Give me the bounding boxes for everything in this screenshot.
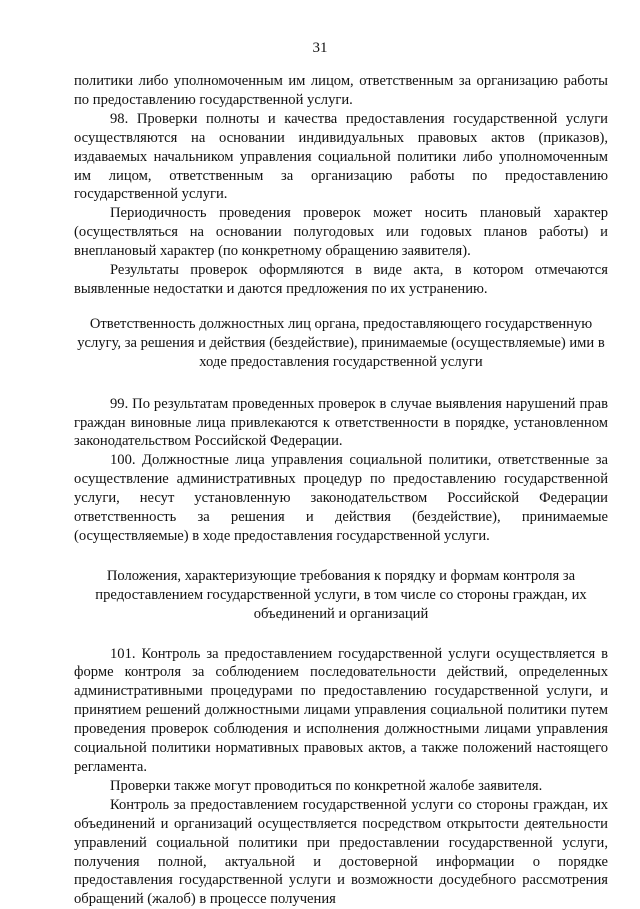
page-content	[74, 72, 608, 909]
paragraph-101: 101. Контроль за предоставлением государственной услуги осуществляется в форме контроля за соблюдением последовательности действий, определенных административными процедурами по предоставлению государственной услуги, и принятием решений должностными лицами управления социальной политики путем проведения проверок соблюдения и исполнения должностными лицами управления социальной политики нормативных правовых актов, а также положений настоящего регламента.	[74, 645, 608, 775]
paragraph-complaint-inspections: Проверки также могут проводиться по конкретной жалобе заявителя.	[110, 777, 543, 794]
paragraph-99: 99. По результатам проведенных проверок в случае выявления нарушений прав граждан виновные лица привлекаются к ответственности в порядке, установленном законодательством Российской Федерации.	[74, 395, 608, 450]
paragraph-inspection-frequency: Периодичность проведения проверок может носить плановый характер (осуществляться на основании полугодовых или годовых планов работы) и внеплановый характер (по конкретному обращению заявителя).	[74, 205, 608, 260]
paragraph-inspection-results: Результаты проверок оформляются в виде акта, в котором отмечаются выявленные недостатки и даются предложения по их устранению.	[74, 262, 608, 297]
paragraph-public-control: Контроль за предоставлением государственной услуги со стороны граждан, их объединений и организаций осуществляется посредством открытости деятельности управлений социальной политики при предоставлении государственной услуги, получения полной, актуальной и достоверной информации о порядке предоставления государственной услуги и возможности досудебного рассмотрения обращений (жалоб) в процессе получения	[74, 796, 608, 908]
paragraph-100: 100. Должностные лица управления социальной политики, ответственные за осуществление административных процедур по предоставлению государственной услуги, несут установленную законодательством Российской Федерации ответственность за решения и действия (бездействие), принимаемые (осуществляемые) в ходе предоставления государственной услуги.	[74, 452, 608, 544]
paragraph-98: 98. Проверки полноты и качества предоставления государственной услуги осуществляются на основании индивидуальных правовых актов (приказов), издаваемых начальником управления социальной политики либо уполномоченным им лицом, ответственным за организацию работы по предоставлению государственной услуги.	[74, 110, 608, 203]
page-number: 31	[312, 40, 328, 56]
section-heading-responsibility: Ответственность должностных лиц органа, предоставляющего государственную услугу, за решения и действия (бездействие), принимаемые (осуществляемые) ими в ходе предоставления государственной услуги	[77, 315, 605, 370]
paragraph-continuation: политики либо уполномоченным им лицом, ответственным за организацию работы по предоставлению государственной услуги.	[74, 73, 608, 108]
section-heading-control-requirements: Положения, характеризующие требования к порядку и формам контроля за предоставлением государственной услуги, в том числе со стороны граждан, их объединений и организаций	[95, 567, 587, 622]
